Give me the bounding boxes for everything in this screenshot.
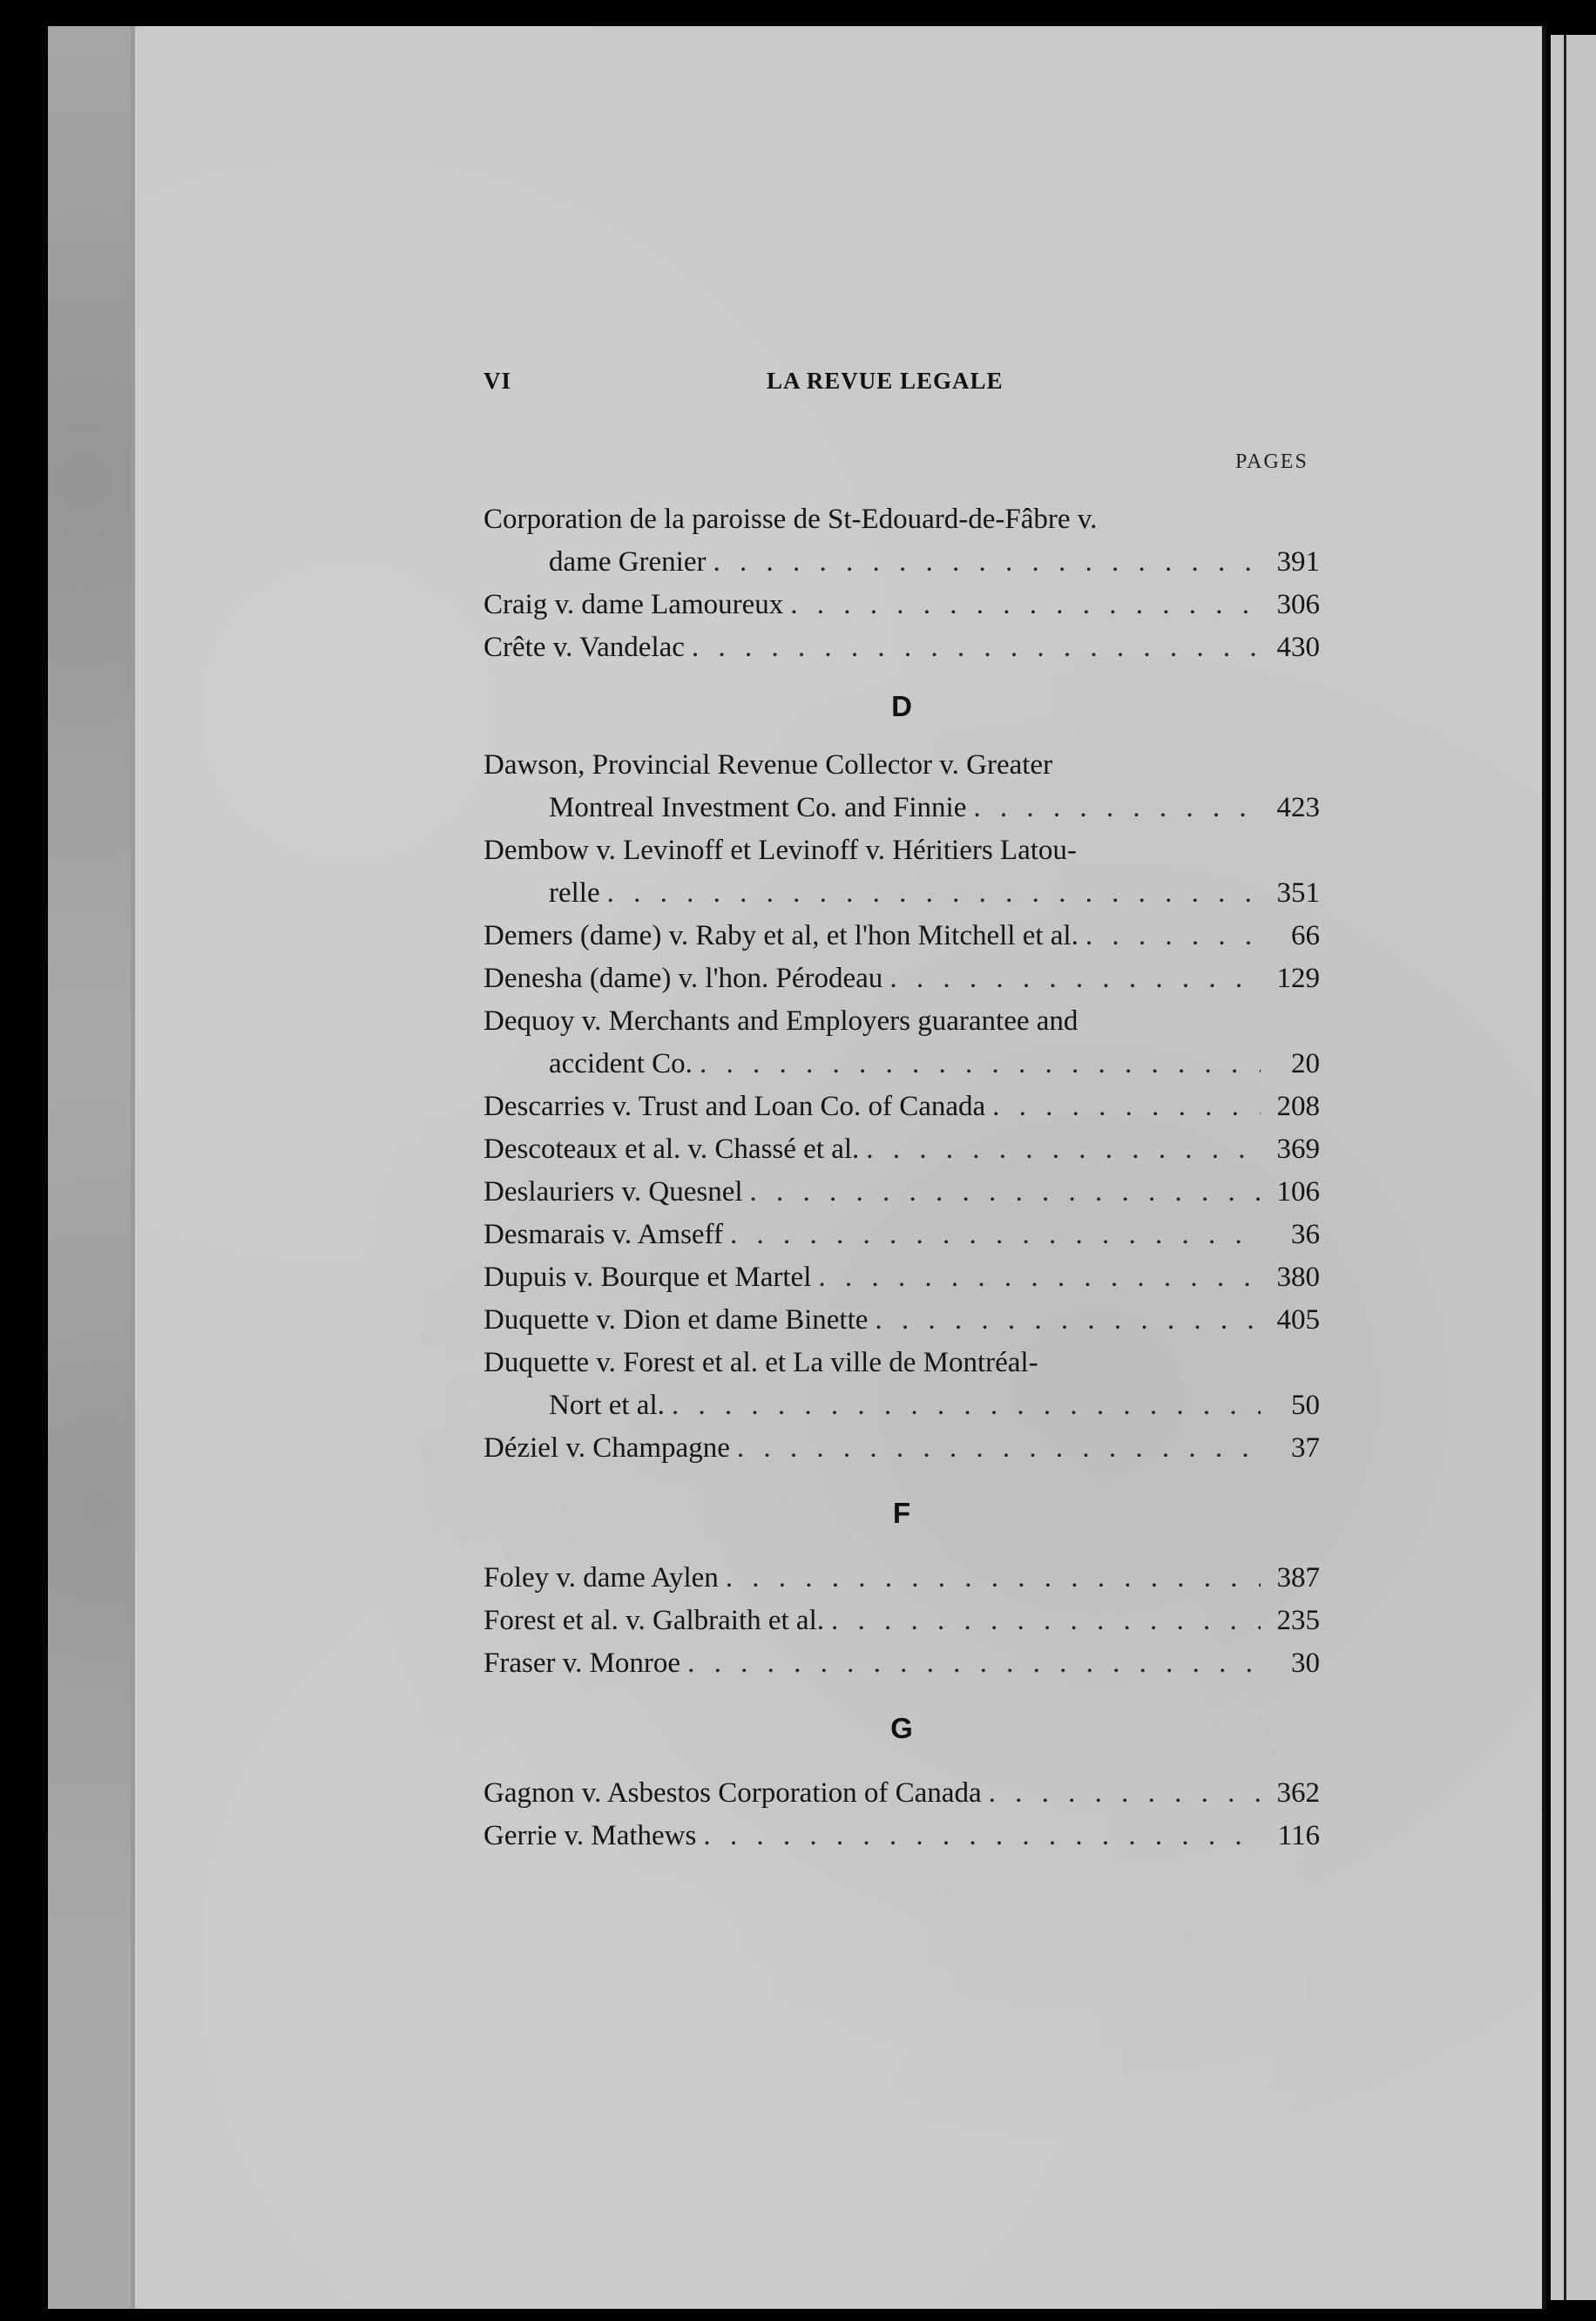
entry-line	[484, 1171, 1320, 1214]
dot-leader	[790, 584, 1261, 626]
entry-line	[484, 1299, 1320, 1342]
entry-line	[484, 915, 1320, 957]
dot-leader	[866, 1128, 1261, 1171]
entry-line	[484, 1128, 1320, 1171]
adjacent-page-strip	[1551, 35, 1596, 2300]
entry-line	[484, 957, 1320, 1000]
index-entry	[484, 1772, 1320, 1815]
dot-leader	[607, 872, 1261, 915]
entry-line	[484, 1256, 1320, 1299]
dot-leader	[672, 1384, 1261, 1427]
index-entry	[484, 1256, 1320, 1299]
index-entry	[484, 1600, 1320, 1642]
page-number: 36	[1291, 1219, 1320, 1250]
case-name-text: dame Grenier	[549, 546, 707, 578]
case-name-text: Dembow v. Levinoff et Levinoff v. Héritiers Latou-	[484, 835, 1077, 866]
dot-leader	[889, 957, 1261, 1000]
entry-line	[484, 1772, 1320, 1815]
page-number: 380	[1276, 1262, 1320, 1293]
entry-line	[484, 1000, 1320, 1043]
dot-leader	[973, 787, 1261, 829]
index-entry	[484, 1171, 1320, 1214]
page-edge	[1542, 26, 1546, 2309]
case-name-text: Montreal Investment Co. and Finnie	[549, 792, 967, 823]
case-name-text: Descarries v. Trust and Loan Co. of Canada	[484, 1091, 986, 1122]
index-entry	[484, 626, 1320, 669]
page-number: 30	[1291, 1648, 1320, 1679]
section-letter: D	[891, 690, 912, 722]
page-number: 116	[1277, 1820, 1320, 1851]
entry-line	[484, 1043, 1320, 1086]
entry-line	[484, 1600, 1320, 1642]
index-entry	[484, 1128, 1320, 1171]
entry-line	[484, 626, 1320, 669]
case-name-text: Dupuis v. Bourque et Martel	[484, 1262, 812, 1293]
case-name-text: Gerrie v. Mathews	[484, 1820, 697, 1851]
case-name-text: Descoteaux et al. v. Chassé et al.	[484, 1133, 860, 1165]
page-folio: VI	[484, 368, 512, 394]
dot-leader	[737, 1427, 1261, 1470]
entry-line	[484, 584, 1320, 626]
case-name-text: Craig v. dame Lamoureux	[484, 589, 784, 620]
page-number: 66	[1291, 920, 1320, 951]
page-number: 430	[1276, 632, 1320, 663]
page-number: 50	[1291, 1390, 1320, 1421]
case-name-text: Dawson, Provincial Revenue Collector v. Greater	[484, 749, 1053, 781]
case-name-text: Foley v. dame Aylen	[484, 1562, 719, 1594]
index-entry	[484, 915, 1320, 957]
page-number: 362	[1276, 1777, 1320, 1809]
dot-leader	[992, 1086, 1261, 1128]
case-name-text: Gagnon v. Asbestos Corporation of Canada	[484, 1777, 982, 1809]
dot-leader	[750, 1171, 1261, 1214]
case-name-text: Deslauriers v. Quesnel	[484, 1176, 743, 1208]
fold-line	[131, 26, 135, 2309]
entry-line	[484, 541, 1320, 584]
page-number: 129	[1276, 963, 1320, 994]
page-number: 235	[1276, 1605, 1320, 1636]
entry-line	[484, 829, 1320, 872]
index-entry	[484, 829, 1320, 915]
dot-leader	[831, 1600, 1261, 1642]
case-name-text: Desmarais v. Amseff	[484, 1219, 723, 1250]
case-name-text: Crête v. Vandelac	[484, 632, 685, 663]
case-name-text: Duquette v. Forest et al. et La ville de Montréal-	[484, 1347, 1038, 1378]
section-letter: G	[890, 1712, 913, 1744]
entry-line	[484, 1642, 1320, 1685]
entry-line	[484, 498, 1320, 541]
dot-leader	[703, 1815, 1261, 1857]
case-name-text: Déziel v. Champagne	[484, 1432, 730, 1464]
section-letter: F	[892, 1497, 911, 1529]
dot-leader	[1085, 915, 1261, 957]
page-number: 306	[1276, 589, 1320, 620]
page-number: 106	[1276, 1176, 1320, 1208]
case-name-text: Fraser v. Monroe	[484, 1648, 681, 1679]
dot-leader	[818, 1256, 1261, 1299]
adjacent-page-edge	[1564, 35, 1566, 2300]
page-number: 208	[1276, 1091, 1320, 1122]
index-entry	[484, 584, 1320, 626]
case-name-text: Forest et al. v. Galbraith et al.	[484, 1605, 824, 1636]
entry-line	[484, 1557, 1320, 1600]
dot-leader	[726, 1557, 1261, 1600]
index-entry	[484, 1557, 1320, 1600]
entry-line	[484, 787, 1320, 829]
index-entry	[484, 498, 1320, 584]
page-number: 37	[1291, 1432, 1320, 1464]
page-number: 391	[1276, 546, 1320, 578]
page-number: 20	[1291, 1048, 1320, 1079]
entry-line	[484, 1214, 1320, 1256]
entry-line	[484, 1384, 1320, 1427]
entry-line	[484, 872, 1320, 915]
case-name-text: relle	[549, 877, 600, 909]
index-entry	[484, 1815, 1320, 1857]
dot-leader	[989, 1772, 1261, 1815]
case-name-text: accident Co.	[549, 1048, 693, 1079]
page-number: 405	[1276, 1304, 1320, 1336]
dot-leader	[730, 1214, 1261, 1256]
dot-leader	[692, 626, 1261, 669]
page-number: 351	[1276, 877, 1320, 909]
index-entry	[484, 957, 1320, 1000]
index-entry	[484, 1642, 1320, 1685]
index-entry	[484, 1427, 1320, 1470]
dot-leader	[713, 541, 1261, 584]
case-name-text: Dequoy v. Merchants and Employers guarantee and	[484, 1005, 1079, 1037]
entry-line	[484, 744, 1320, 787]
pages-column-label: PAGES	[1235, 450, 1309, 473]
dot-leader	[700, 1043, 1261, 1086]
running-title: LA REVUE LEGALE	[767, 368, 1004, 394]
index-entry	[484, 1342, 1320, 1427]
page-number: 423	[1276, 792, 1320, 823]
case-name-text: Duquette v. Dion et dame Binette	[484, 1304, 869, 1336]
case-name-text: Corporation de la paroisse de St-Edouard-de-Fâbre v.	[484, 504, 1098, 535]
page-margin-shadow	[48, 26, 135, 2309]
index-entry	[484, 1214, 1320, 1256]
dot-leader	[875, 1299, 1261, 1342]
case-name-text: Demers (dame) v. Raby et al, et l'hon Mitchell et al.	[484, 920, 1079, 951]
index-entry	[484, 1299, 1320, 1342]
index-entry	[484, 744, 1320, 829]
case-index	[484, 498, 1320, 1857]
entry-line	[484, 1342, 1320, 1384]
dot-leader	[687, 1642, 1261, 1685]
index-entry	[484, 1000, 1320, 1086]
case-name-text: Denesha (dame) v. l'hon. Pérodeau	[484, 963, 883, 994]
case-name-text: Nort et al.	[549, 1390, 665, 1421]
index-entry	[484, 1086, 1320, 1128]
page-number: 369	[1276, 1133, 1320, 1165]
entry-line	[484, 1427, 1320, 1470]
entry-line	[484, 1815, 1320, 1857]
page-number: 387	[1276, 1562, 1320, 1594]
entry-line	[484, 1086, 1320, 1128]
